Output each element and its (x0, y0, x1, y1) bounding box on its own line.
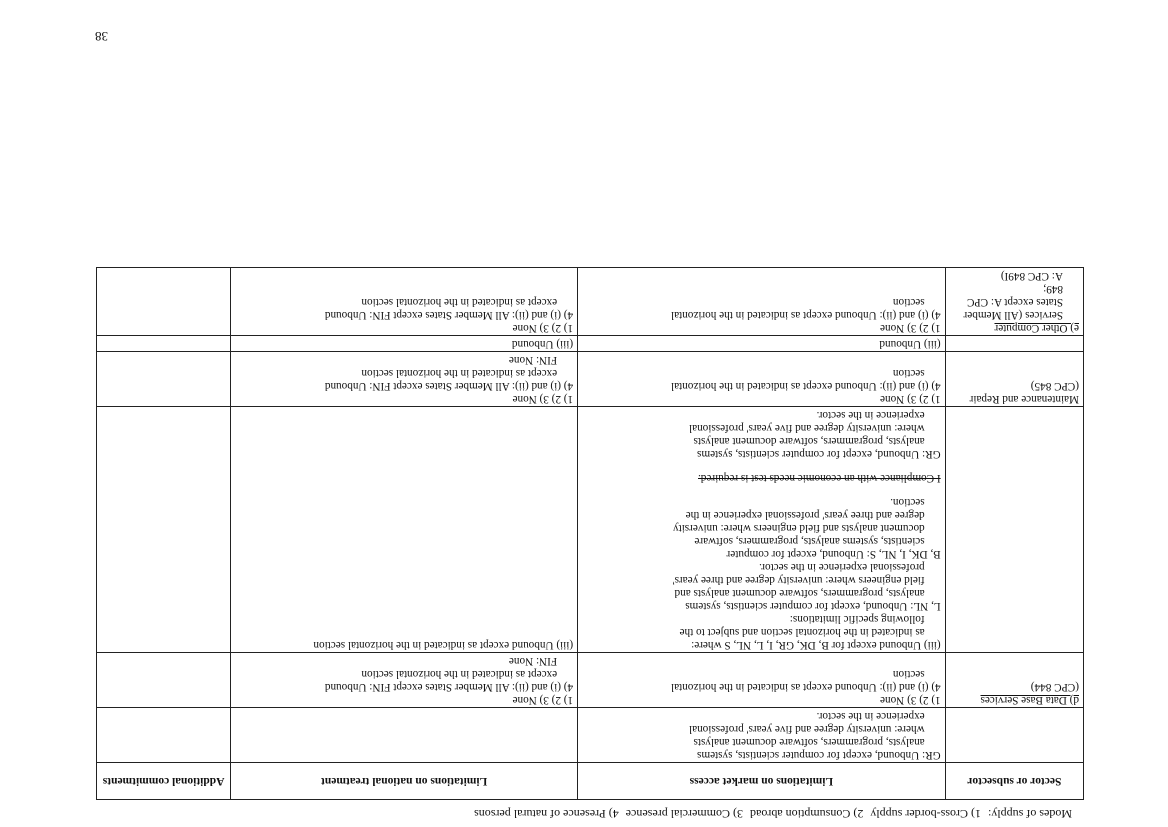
modes-of-supply (72, 806, 1072, 821)
table-row (97, 653, 1084, 708)
mode-1: 1) Cross-border supply (870, 807, 981, 821)
text-line: section (892, 296, 925, 308)
sector-cell (945, 653, 1083, 708)
market-cell (578, 653, 946, 708)
text-line: (iii) Unbound except for B, DK, GR, I, L, NL, S where: (691, 639, 941, 651)
text-line: section (892, 367, 925, 379)
market-cell (578, 407, 946, 653)
sector-name: d) Data Base Services (980, 694, 1079, 706)
sector-detail: States except A: CPC 849; (966, 283, 1063, 308)
national-cell (231, 708, 578, 763)
sector-name: e) Other Computer (994, 322, 1079, 334)
text-line: 1) 2) 3) None (512, 393, 574, 405)
table-row (97, 407, 1084, 653)
text-line: professional experience in the sector. (759, 561, 925, 573)
table-row (97, 708, 1084, 763)
text-line: 4) (i) and (ii): All Member States except FIN: Unbound (324, 380, 574, 392)
text-line: degree and three years' professional experience in the (685, 509, 925, 521)
market-cell (578, 708, 946, 763)
text-line: section. (890, 496, 925, 508)
sector-code: (CPC 844) (1030, 681, 1079, 693)
text-line: section (892, 668, 925, 680)
schedule-table (96, 267, 1084, 800)
text-line: 4) (i) and (ii): All Member States except FIN: Unbound (324, 681, 574, 693)
national-cell (231, 268, 578, 336)
text-line: following specific limitations: (789, 613, 925, 625)
text-line: analysts, programmers, software document analysts (693, 736, 925, 748)
market-cell (578, 336, 946, 352)
text-line: 4) (i) and (ii): Unbound except as indicated in the horizontal (670, 309, 941, 321)
sector-name: Maintenance and Repair (969, 393, 1079, 405)
market-cell (578, 268, 946, 336)
table-row (97, 268, 1084, 336)
text-line: field engineers where: university degree and three years' (672, 574, 925, 586)
text-line: 4) (i) and (ii): Unbound except as indicated in the horizontal (670, 681, 941, 693)
header-additional: Additional commitments (97, 763, 231, 800)
national-cell (231, 352, 578, 407)
sector-detail: Services (All Member (963, 309, 1063, 321)
sector-code: (CPC 845) (1030, 380, 1079, 392)
text-line: L, NL: Unbound, except for computer scientists, systems (685, 600, 941, 612)
additional-cell (97, 336, 231, 352)
text-line: analysts, programmers, software document analysts and (674, 587, 925, 599)
text-line: except as indicated in the horizontal section (361, 296, 558, 308)
sector-cell (945, 708, 1083, 763)
mode-2: 2) Consumption abroad (750, 807, 864, 821)
mode-4: 4) Presence of natural persons (474, 807, 619, 821)
text-line: 4) (i) and (ii): All Member States except FIN: Unbound (324, 309, 574, 321)
text-line: except as indicated in the horizontal section (361, 668, 558, 680)
additional-cell (97, 407, 231, 653)
text-line: document analysts and field engineers where: university (673, 522, 925, 534)
header-row (97, 763, 1084, 800)
text-line: experience in the sector. (816, 409, 925, 421)
text-line: except as indicated in the horizontal section (361, 367, 558, 379)
additional-cell (97, 708, 231, 763)
text-line: 1) 2) 3) None (512, 322, 574, 334)
text-line: where: university degree and five years' professional (689, 422, 925, 434)
sector-cell (945, 268, 1083, 336)
text-line: as indicated in the horizontal section and subject to the (679, 626, 925, 638)
modes-label: Modes of supply: (988, 807, 1072, 821)
text-line: 1) 2) 3) None (880, 393, 941, 405)
text-line: 1) 2) 3) None (880, 694, 941, 706)
header-market-access: Limitations on market access (578, 763, 946, 800)
text-line: scientists, systems analysts, programmers, software (694, 535, 925, 547)
text-line: 1) 2) 3) None (880, 322, 941, 334)
additional-cell (97, 268, 231, 336)
text-line: FIN: None (508, 655, 558, 667)
sector-cell (945, 336, 1083, 352)
text-line: (iii) Unbound (879, 338, 941, 350)
text-line: GR: Unbound, except for computer scientists, systems (697, 749, 941, 761)
text-line: 4) (i) and (ii): Unbound except as indicated in the horizontal (670, 380, 941, 392)
text-line: GR: Unbound, except for computer scientists, systems (697, 448, 941, 460)
table-row (97, 336, 1084, 352)
text-line: (iii) Unbound except as indicated in the horizontal section (313, 639, 574, 651)
sector-detail: A: CPC 849I) (1000, 270, 1063, 282)
mode-3: 3) Commercial presence (625, 807, 744, 821)
sector-cell (945, 407, 1083, 653)
text-line: 1) 2) 3) None (512, 694, 574, 706)
text-line: analysts, programmers, software document analysts (693, 435, 925, 447)
page-number: 38 (95, 29, 108, 44)
text-line: where: university degree and five years' professional (689, 723, 925, 735)
header-national-treatment: Limitations on national treatment (231, 763, 578, 800)
text-line: I Compliance with an economic needs test is required. (698, 472, 941, 484)
national-cell (231, 336, 578, 352)
additional-cell (97, 653, 231, 708)
text-line: (iii) Unbound (511, 338, 574, 350)
sector-cell (945, 352, 1083, 407)
text-line: FIN: None (508, 354, 558, 366)
additional-cell (97, 352, 231, 407)
header-sector: Sector or subsector (945, 763, 1083, 800)
national-cell (231, 407, 578, 653)
table-row (97, 352, 1084, 407)
market-cell (578, 352, 946, 407)
national-cell (231, 653, 578, 708)
text-line: B, DK, I, NL, S: Unbound, except for computer (726, 548, 941, 560)
text-line: experience in the sector. (816, 710, 925, 722)
